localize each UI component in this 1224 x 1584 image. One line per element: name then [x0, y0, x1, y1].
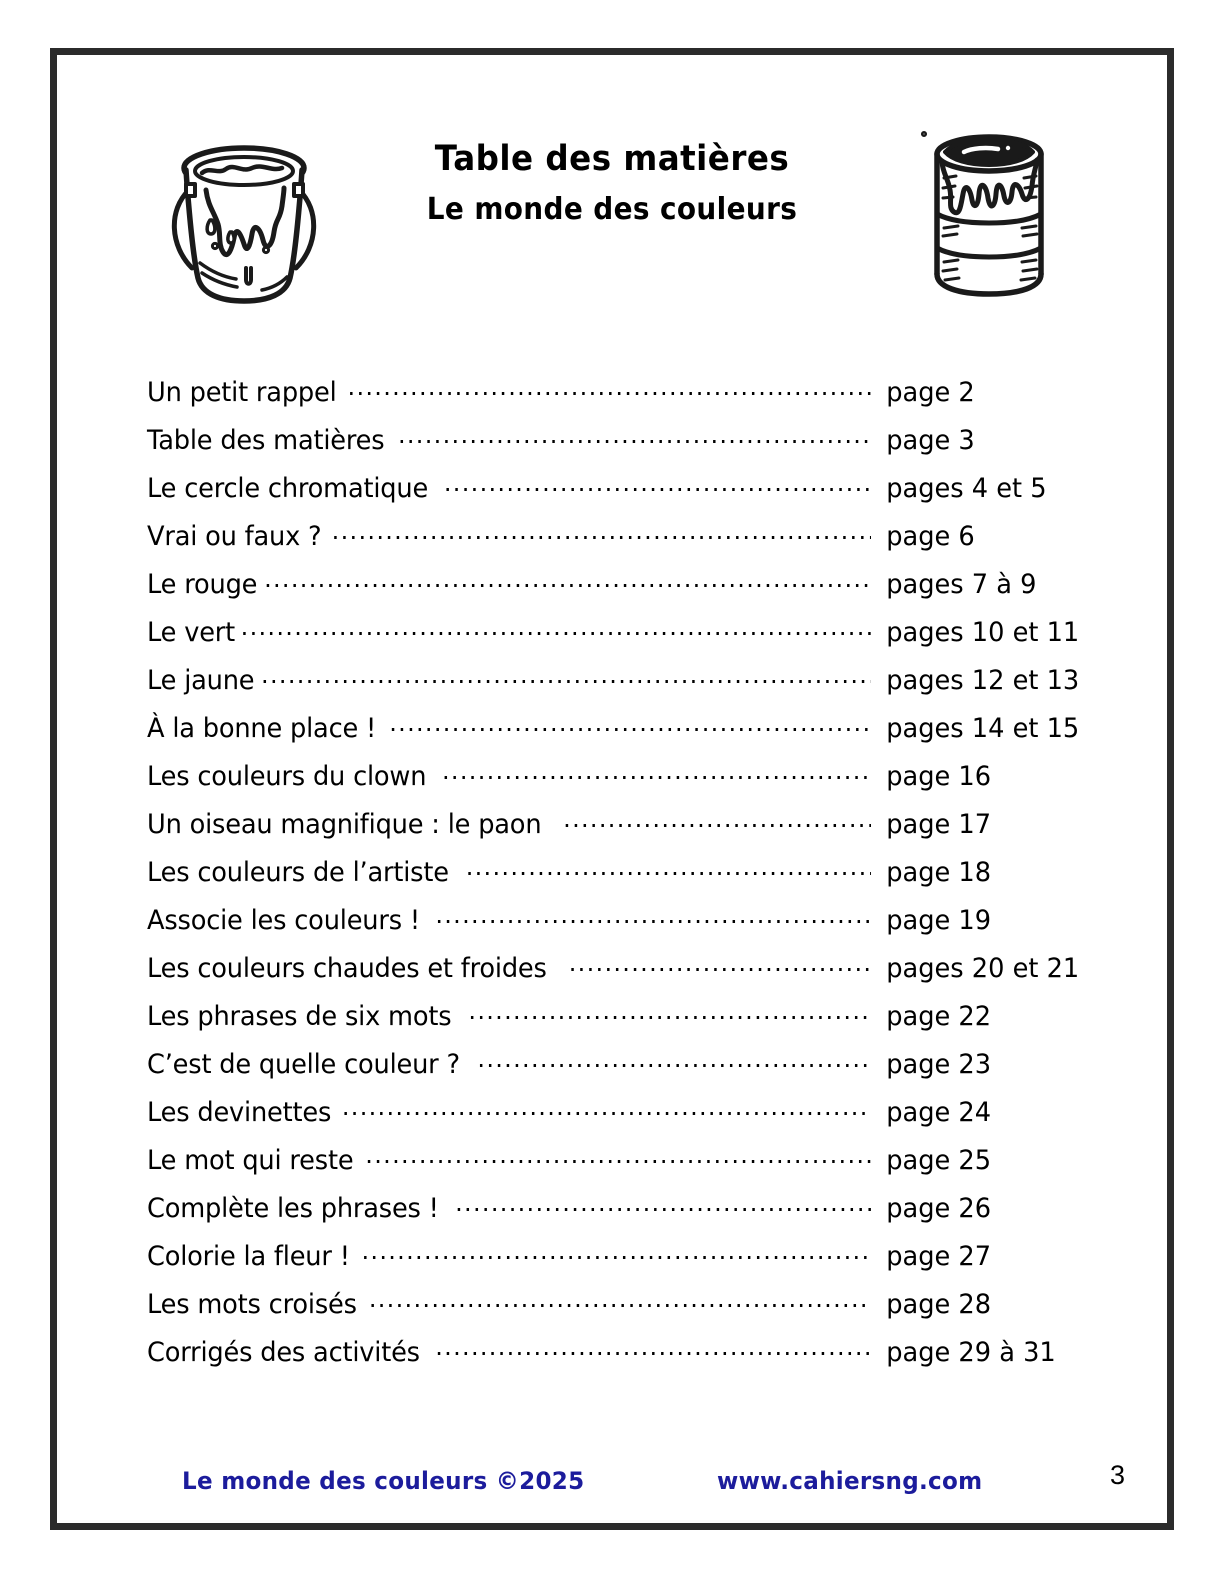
toc-entry[interactable]	[147, 569, 1097, 617]
toc-entry-page: pages 4 et 5	[886, 473, 1047, 504]
toc-dot-leader	[342, 1105, 871, 1121]
toc-entry[interactable]	[147, 953, 1097, 1001]
toc-entry[interactable]	[147, 809, 1097, 857]
toc-dot-leader	[563, 817, 871, 833]
toc-entry-page: page 16	[886, 761, 992, 792]
toc-entry-title: Le rouge	[147, 569, 258, 600]
table-of-contents	[147, 377, 1097, 1385]
toc-entry-page: pages 20 et 21	[886, 953, 1080, 984]
toc-entry-page: page 25	[886, 1145, 992, 1176]
toc-entry[interactable]	[147, 761, 1097, 809]
toc-entry-page: page 17	[886, 809, 992, 840]
toc-dot-leader	[332, 529, 871, 545]
toc-dot-leader	[468, 1009, 871, 1025]
toc-dot-leader	[435, 913, 871, 929]
page-title: Table des matières	[434, 139, 790, 179]
toc-entry-title: Les couleurs de l’artiste	[147, 857, 449, 888]
toc-dot-leader	[261, 673, 871, 689]
toc-entry-title: C’est de quelle couleur ?	[147, 1049, 460, 1080]
paint-bucket-icon	[162, 128, 327, 312]
paint-can-icon	[912, 122, 1067, 306]
toc-entry-title: Colorie la fleur !	[147, 1241, 350, 1272]
toc-entry-page: page 22	[886, 1001, 992, 1032]
toc-dot-leader	[455, 1201, 871, 1217]
toc-entry[interactable]	[147, 473, 1097, 521]
toc-dot-leader	[241, 625, 871, 641]
toc-entry-title: Les couleurs chaudes et froides	[147, 953, 547, 984]
toc-entry-title: Un petit rappel	[147, 377, 337, 408]
toc-entry[interactable]	[147, 521, 1097, 569]
toc-entry[interactable]	[147, 425, 1097, 473]
toc-entry-title: Associe les couleurs !	[147, 905, 420, 936]
toc-entry-page: pages 12 et 13	[886, 665, 1080, 696]
toc-entry[interactable]	[147, 1241, 1097, 1289]
toc-entry[interactable]	[147, 1337, 1097, 1385]
page-border-frame	[50, 48, 1174, 1530]
toc-entry[interactable]	[147, 1049, 1097, 1097]
toc-dot-leader	[369, 1297, 871, 1313]
toc-entry-page: page 26	[886, 1193, 992, 1224]
toc-dot-leader	[264, 577, 871, 593]
toc-entry[interactable]	[147, 617, 1097, 665]
toc-entry-page: page 29 à 31	[886, 1337, 1056, 1368]
toc-entry-title: Les mots croisés	[147, 1289, 357, 1320]
toc-entry-page: page 23	[886, 1049, 992, 1080]
toc-entry[interactable]	[147, 905, 1097, 953]
toc-dot-leader	[389, 721, 871, 737]
toc-entry[interactable]	[147, 1097, 1097, 1145]
toc-entry-title: À la bonne place !	[147, 713, 377, 744]
toc-dot-leader	[477, 1057, 871, 1073]
toc-entry-title: Les phrases de six mots	[147, 1001, 452, 1032]
toc-entry-title: Le mot qui reste	[147, 1145, 354, 1176]
footer-website-link[interactable]: www.cahiersng.com	[717, 1467, 983, 1495]
toc-entry[interactable]	[147, 1001, 1097, 1049]
toc-entry-title: Le cercle chromatique	[147, 473, 429, 504]
toc-entry-page: page 28	[886, 1289, 992, 1320]
toc-dot-leader	[442, 769, 871, 785]
toc-entry[interactable]	[147, 713, 1097, 761]
toc-entry-title: Vrai ou faux ?	[147, 521, 322, 552]
toc-entry-page: page 24	[886, 1097, 992, 1128]
page-header	[57, 120, 1167, 310]
toc-entry-title: Un oiseau magnifique : le paon	[147, 809, 542, 840]
toc-dot-leader	[365, 1153, 871, 1169]
toc-entry[interactable]	[147, 1193, 1097, 1241]
toc-entry-title: Table des matières	[147, 425, 385, 456]
footer-copyright: Le monde des couleurs ©2025	[182, 1467, 585, 1495]
toc-entry-page: pages 7 à 9	[886, 569, 1037, 600]
toc-entry[interactable]	[147, 1289, 1097, 1337]
toc-entry-page: page 2	[886, 377, 975, 408]
page-footer	[57, 1455, 1167, 1495]
page-subtitle: Le monde des couleurs	[426, 191, 798, 227]
toc-entry-page: pages 14 et 15	[886, 713, 1080, 744]
toc-dot-leader	[444, 481, 871, 497]
toc-entry-page: page 18	[886, 857, 992, 888]
toc-entry-title: Le vert	[147, 617, 236, 648]
toc-entry-page: page 27	[886, 1241, 992, 1272]
toc-dot-leader	[466, 865, 871, 881]
page-number: 3	[1109, 1460, 1125, 1490]
toc-entry[interactable]	[147, 665, 1097, 713]
toc-dot-leader	[569, 961, 871, 977]
toc-entry-page: page 6	[886, 521, 975, 552]
toc-entry-title: Les couleurs du clown	[147, 761, 427, 792]
toc-dot-leader	[348, 385, 871, 401]
toc-entry[interactable]	[147, 1145, 1097, 1193]
toc-dot-leader	[398, 433, 871, 449]
toc-entry-page: page 19	[886, 905, 992, 936]
toc-dot-leader	[435, 1345, 871, 1361]
toc-entry-page: page 3	[886, 425, 975, 456]
toc-entry-title: Complète les phrases !	[147, 1193, 439, 1224]
toc-entry-title: Les devinettes	[147, 1097, 332, 1128]
toc-entry[interactable]	[147, 857, 1097, 905]
toc-entry-title: Corrigés des activités	[147, 1337, 420, 1368]
toc-entry-page: pages 10 et 11	[886, 617, 1080, 648]
toc-dot-leader	[361, 1249, 871, 1265]
toc-entry-title: Le jaune	[147, 665, 255, 696]
toc-entry[interactable]	[147, 377, 1097, 425]
